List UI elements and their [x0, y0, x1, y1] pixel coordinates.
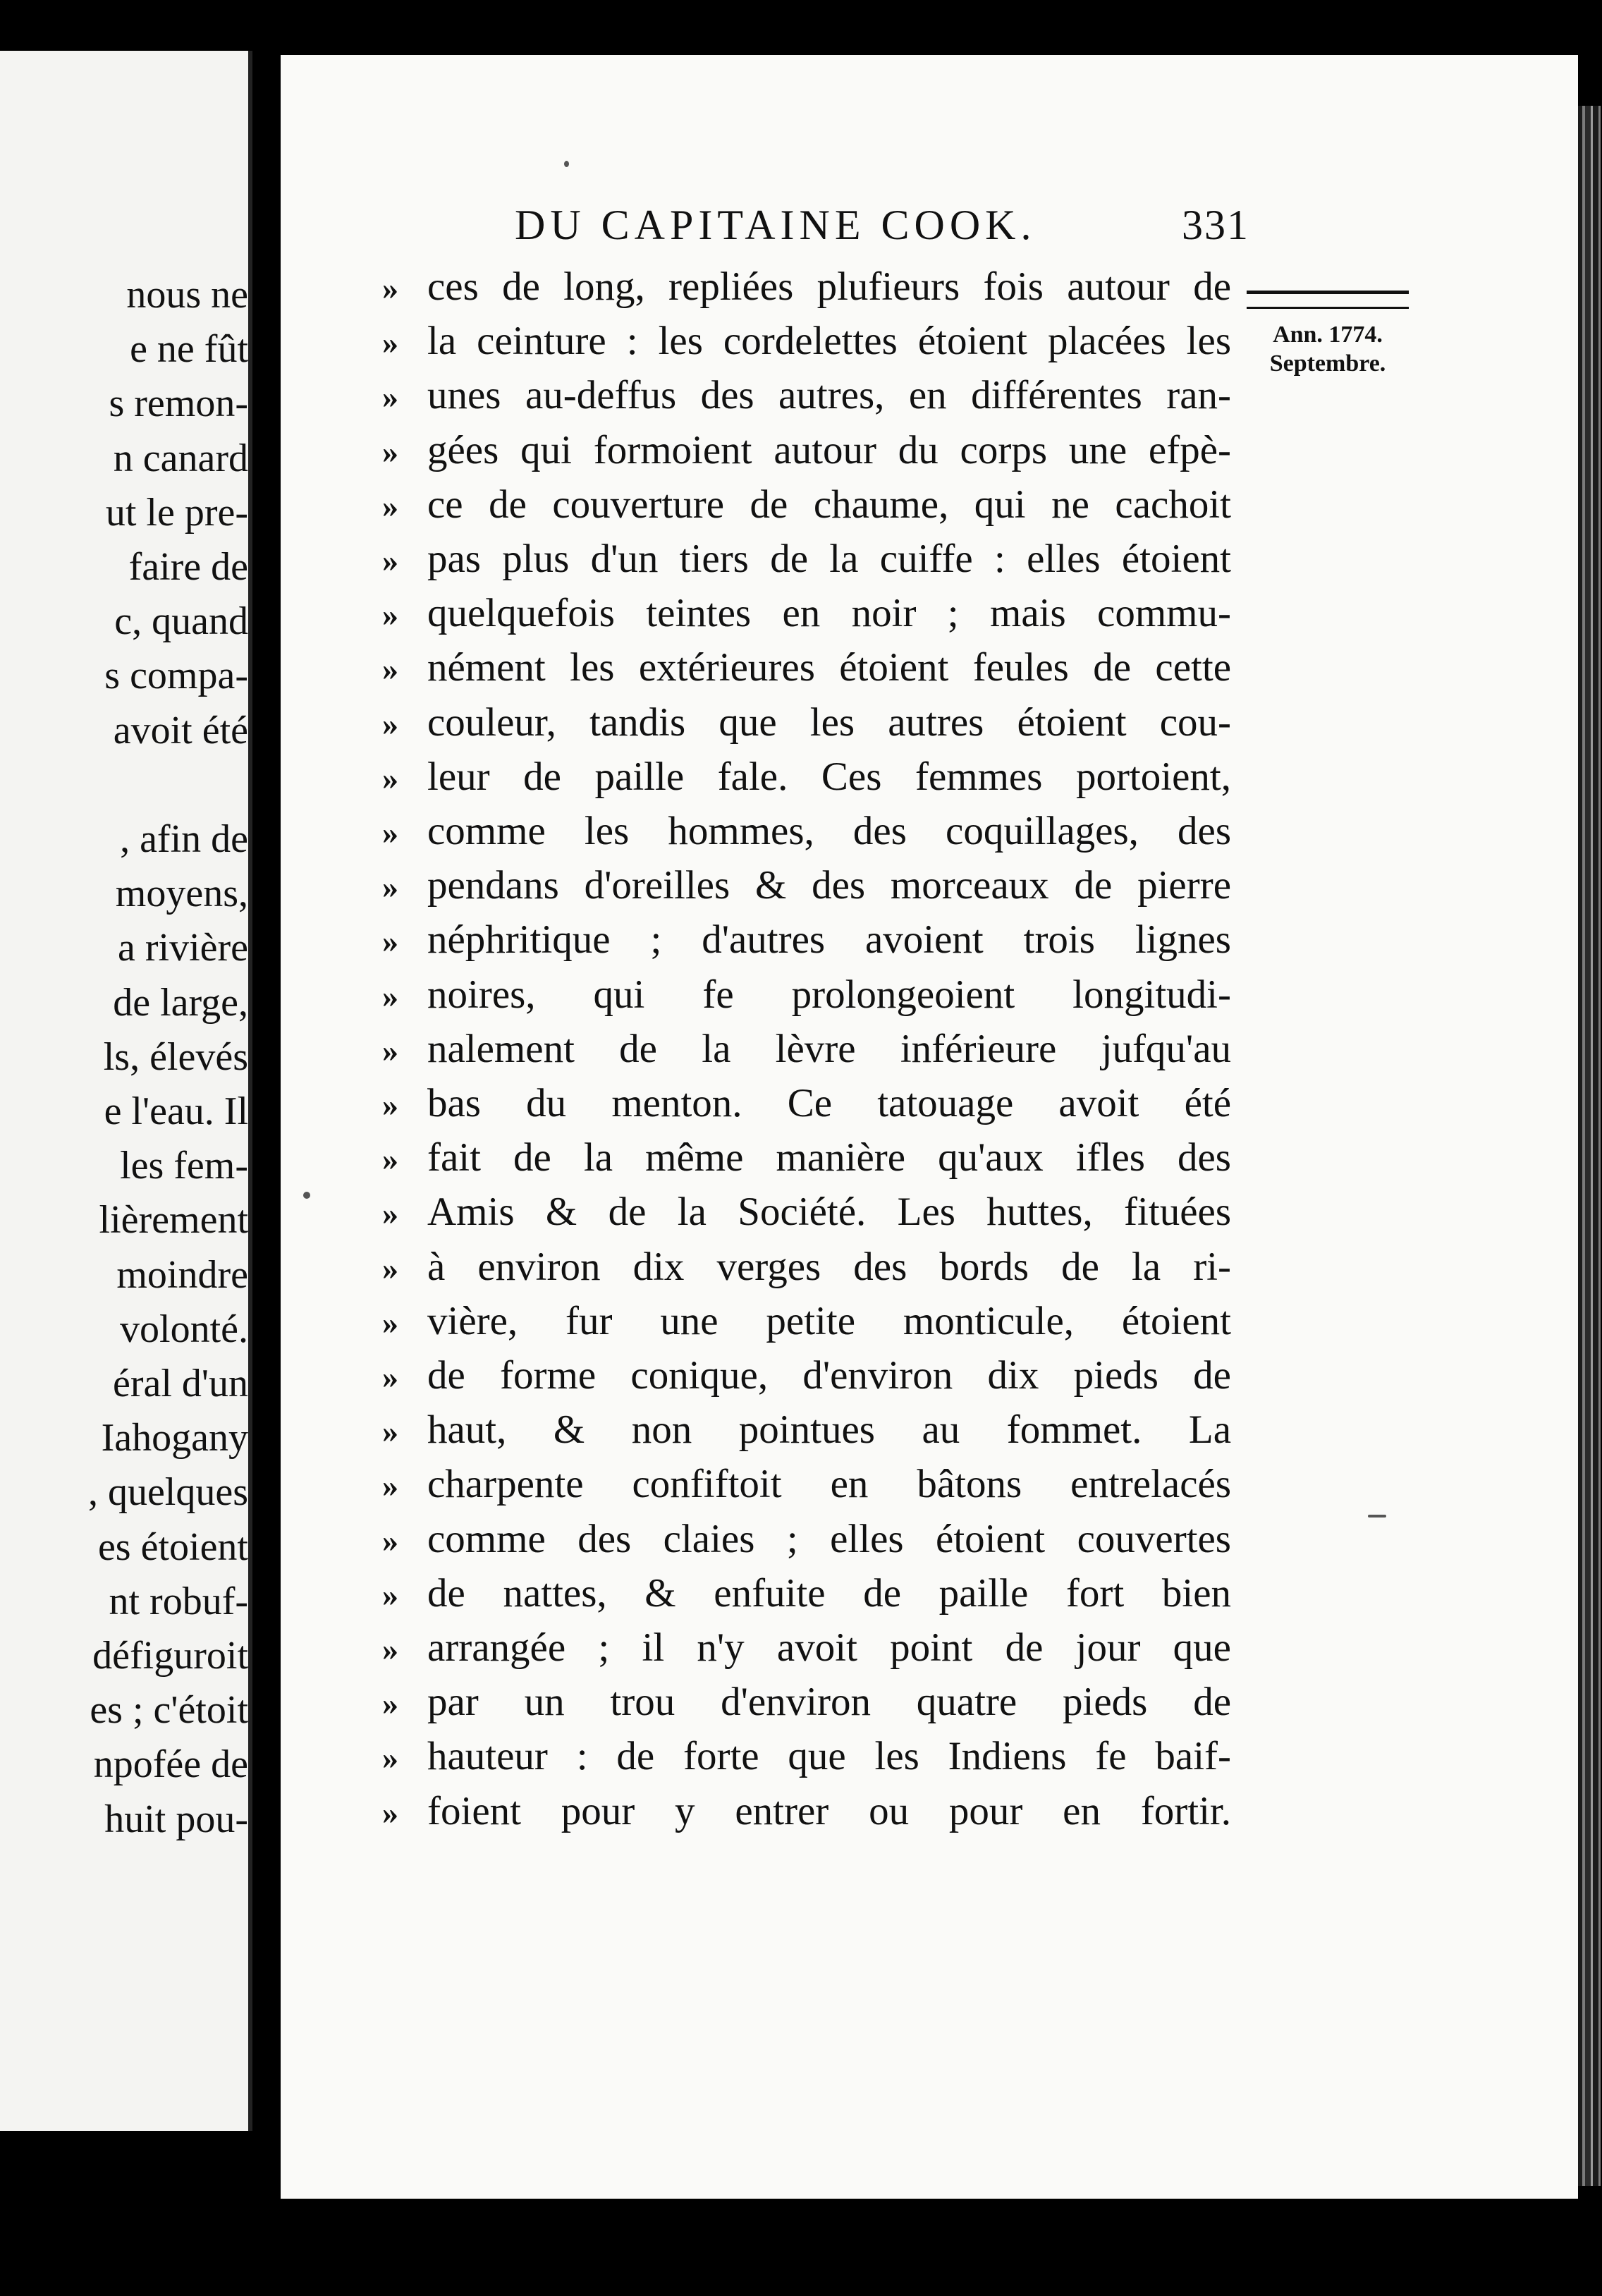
facing-page-line: a rivière [118, 926, 248, 970]
ink-speck [1368, 1515, 1386, 1518]
text-line: unes au-deffus des autres, en différentes ran- [427, 373, 1231, 417]
facing-page-line: ut le pre- [105, 491, 248, 535]
quotation-mark: » [382, 1141, 398, 1177]
text-line: hauteur : de forte que les Indiens fe baif- [427, 1734, 1231, 1778]
text-line: noires, qui fe prolongeoient longitudi- [427, 972, 1231, 1017]
margin-note-year: Ann. 1774. [1273, 322, 1383, 348]
facing-page-column [0, 51, 248, 2131]
facing-page-line: volonté. [120, 1307, 248, 1351]
facing-page-line: s remon- [109, 381, 248, 425]
facing-page-line: nous ne [126, 273, 248, 317]
text-line: comme les hommes, des coquillages, des [427, 809, 1231, 853]
margin-rule [1247, 291, 1409, 309]
text-line: comme des claies ; elles étoient couvertes [427, 1517, 1231, 1561]
facing-page-line: moyens, [115, 872, 248, 915]
text-line: foient pour y entrer ou pour en fortir. [427, 1789, 1231, 1833]
facing-page-line: npofée de [93, 1742, 248, 1786]
text-line: à environ dix verges des bords de la ri- [427, 1245, 1231, 1289]
text-line: de forme conique, d'environ dix pieds de [427, 1353, 1231, 1398]
facing-page-line: , afin de [120, 817, 248, 861]
facing-page-line: n canard [113, 436, 248, 480]
text-line: de nattes, & enfuite de paille fort bien [427, 1571, 1231, 1616]
quotation-mark: » [382, 597, 398, 633]
facing-page-line: de large, [113, 981, 248, 1025]
facing-page-line: lièrement [99, 1198, 248, 1242]
quotation-mark: » [382, 869, 398, 905]
text-line: gées qui formoient autour du corps une efpè- [427, 428, 1231, 472]
facing-page-line: avoit été [113, 709, 248, 752]
quotation-mark: » [382, 1740, 398, 1776]
quotation-mark: » [382, 1032, 398, 1068]
facing-page-line: défiguroit [92, 1634, 248, 1678]
text-line: pendans d'oreilles & des morceaux de pierre [427, 863, 1231, 908]
facing-page-line: s compa- [104, 654, 248, 697]
quotation-mark: » [382, 1795, 398, 1831]
quotation-mark: » [382, 542, 398, 578]
page-number: 331 [1182, 202, 1249, 248]
quotation-mark: » [382, 651, 398, 687]
text-line: par un trou d'environ quatre pieds de [427, 1680, 1231, 1724]
ink-speck [564, 161, 569, 167]
facing-page-line: , quelques [87, 1470, 248, 1514]
quotation-mark: » [382, 814, 398, 850]
text-line: bas du menton. Ce tatouage avoit été [427, 1081, 1231, 1125]
facing-page-line: faire de [128, 545, 248, 589]
quotation-mark: » [382, 270, 398, 306]
quotation-mark: » [382, 1522, 398, 1558]
running-header [515, 201, 1262, 257]
quotation-mark: » [382, 488, 398, 524]
facing-page-line: Iahogany [101, 1416, 248, 1460]
quotation-mark: » [382, 1413, 398, 1449]
text-line: vière, fur une petite monticule, étoient [427, 1299, 1231, 1343]
quotation-mark: » [382, 1305, 398, 1341]
text-line: la ceinture : les cordelettes étoient placées les [427, 319, 1231, 363]
facing-page-line: nt robuf- [109, 1580, 248, 1623]
quotation-mark: » [382, 1685, 398, 1721]
facing-page-line: les fem- [120, 1144, 248, 1187]
facing-page-line: éral d'un [112, 1362, 248, 1405]
quotation-mark: » [382, 1195, 398, 1231]
quotation-mark: » [382, 923, 398, 959]
quotation-mark: » [382, 706, 398, 742]
facing-page-line: c, quand [114, 599, 248, 643]
facing-page-line: ls, élevés [103, 1035, 248, 1079]
quotation-mark: » [382, 1467, 398, 1503]
facing-page [0, 51, 252, 2131]
text-line: arrangée ; il n'y avoit point de jour que [427, 1625, 1231, 1670]
facing-page-line: moindre [116, 1253, 248, 1297]
text-line: ces de long, repliées plufieurs fois autour de [427, 264, 1231, 309]
quotation-mark: » [382, 1087, 398, 1123]
facing-page-line: es ; c'étoit [90, 1688, 248, 1732]
quotation-mark: » [382, 978, 398, 1014]
text-line: couleur, tandis que les autres étoient cou- [427, 700, 1231, 745]
text-line: Amis & de la Société. Les huttes, fituées [427, 1190, 1231, 1234]
text-line: charpente confiftoit en bâtons entrelacés [427, 1462, 1231, 1506]
text-line: haut, & non pointues au fommet. La [427, 1407, 1231, 1452]
facing-page-line: huit pou- [104, 1797, 248, 1841]
facing-page-line: es étoient [97, 1525, 248, 1569]
quotation-mark: » [382, 434, 398, 470]
text-line: leur de paille fale. Ces femmes portoient, [427, 755, 1231, 799]
text-line: nalement de la lèvre inférieure jufqu'au [427, 1027, 1231, 1071]
facing-page-line: e l'eau. Il [104, 1089, 248, 1133]
quotation-mark: » [382, 1359, 398, 1395]
text-line: pas plus d'un tiers de la cuiffe : elles étoient [427, 537, 1231, 581]
running-head-title: DU CAPITAINE COOK. [515, 202, 1037, 248]
margin-note [1247, 321, 1409, 379]
text-line: nément les extérieures étoient feules de cette [427, 645, 1231, 690]
facing-page-line: e ne fût [130, 327, 248, 371]
quotation-mark: » [382, 1631, 398, 1667]
quotation-mark: » [382, 760, 398, 796]
quotation-mark: » [382, 324, 398, 360]
text-line: quelquefois teintes en noir ; mais commu- [427, 591, 1231, 635]
text-line: fait de la même manière qu'aux ifles des [427, 1135, 1231, 1180]
text-line: ce de couverture de chaume, qui ne cachoit [427, 482, 1231, 527]
book-gutter [248, 42, 281, 2158]
ink-speck [303, 1192, 310, 1199]
margin-note-month: Septembre. [1269, 350, 1386, 377]
quotation-mark: » [382, 1250, 398, 1286]
quotation-mark: » [382, 379, 398, 415]
quotation-mark: » [382, 1577, 398, 1613]
text-line: néphritique ; d'autres avoient trois lignes [427, 917, 1231, 962]
